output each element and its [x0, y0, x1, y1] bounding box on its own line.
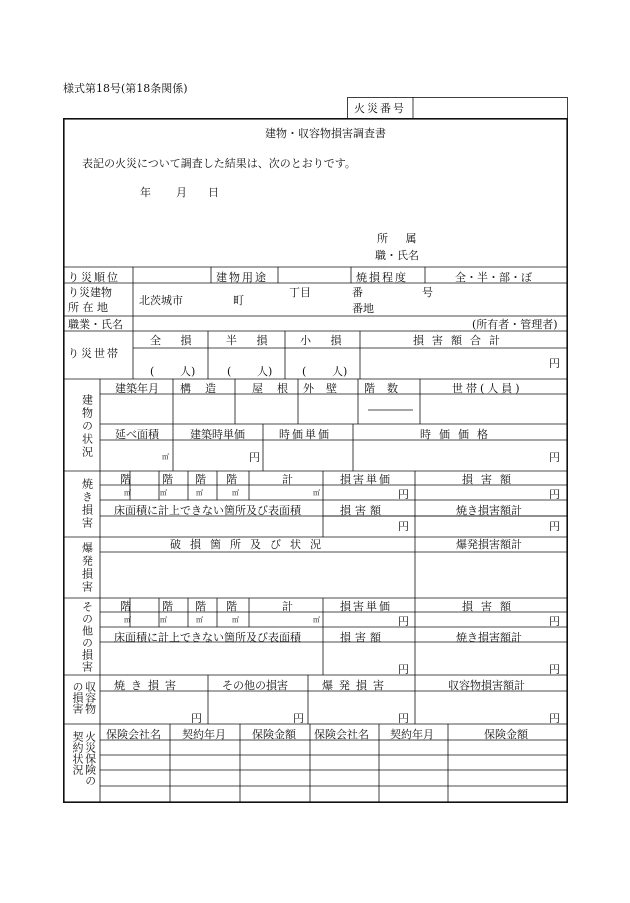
explosion-section-label: 爆発損害 — [80, 542, 94, 594]
fire-number-field[interactable] — [414, 98, 568, 118]
half-persons: 人) — [257, 365, 273, 378]
other-sqm-4: ㎡ — [232, 616, 239, 624]
name-label: 職・氏名 — [375, 249, 419, 262]
burn-floor-2: 階 — [162, 473, 173, 486]
address-field[interactable] — [134, 284, 566, 314]
contents-total-yen: 円 — [549, 712, 560, 725]
current-unit-price-label: 時価単価 — [279, 428, 331, 441]
form-title: 建物・収容物損害調査書 — [265, 127, 386, 140]
explosion-total-label: 爆発損害額計 — [456, 538, 522, 551]
contents-total-label: 収容物損害額計 — [448, 679, 525, 692]
floor-area-label: 延べ面積 — [115, 428, 159, 441]
burn-sqm-total: ㎡ — [313, 489, 320, 497]
other-total-yen: 円 — [549, 663, 560, 676]
insurance-company-1: 保険会社名 — [106, 728, 161, 741]
other-total-label: 計 — [282, 600, 293, 613]
other-sqm-1: ㎡ — [124, 616, 131, 624]
burn-total-yen: 円 — [549, 520, 560, 533]
current-price-yen: 円 — [549, 451, 560, 464]
burn-sqm-2: ㎡ — [160, 489, 167, 497]
use-field[interactable] — [279, 268, 350, 282]
damage-options[interactable]: 全・半・部・ぼ — [455, 271, 532, 284]
wall-label: 外壁 — [303, 382, 349, 395]
insurance-date-2: 契約年月 — [390, 728, 434, 741]
small-persons: 人) — [332, 365, 348, 378]
banchi-label: 番地 — [352, 302, 374, 315]
other-floor-4: 階 — [226, 600, 237, 613]
form-number: 様式第18号(第18条関係) — [63, 82, 188, 95]
unit-price-yen: 円 — [249, 451, 260, 464]
insurance-amount-2: 保険金額 — [484, 728, 528, 741]
other-floor-2: 階 — [162, 600, 173, 613]
go-label: 号 — [422, 286, 433, 299]
other-floor-3: 階 — [195, 600, 206, 613]
unit-price-label: 建築時単価 — [190, 428, 245, 441]
other-unit-price-label: 損害単価 — [340, 600, 392, 613]
other-floor-1: 階 — [120, 600, 131, 613]
burn-unit-price-label: 損害単価 — [340, 473, 392, 486]
households-yen: 円 — [549, 357, 560, 370]
burn-floor-4: 階 — [226, 473, 237, 486]
full-persons: 人) — [180, 365, 196, 378]
burn-floor-3: 階 — [195, 473, 206, 486]
damage-total-label: 損害額合計 — [413, 334, 508, 347]
other-floor-note: 床面積に計上できない箇所及び表面積 — [114, 631, 301, 644]
owner-note: (所有者・管理者) — [472, 318, 558, 331]
other-sqm-2: ㎡ — [160, 616, 167, 624]
burn-note-yen: 円 — [398, 520, 409, 533]
order-label: り災順位 — [68, 271, 120, 284]
burn-section-label: 焼き損害 — [80, 478, 94, 530]
floor-area-sqm: ㎡ — [162, 453, 169, 461]
burn-total-label: 計 — [282, 473, 293, 486]
city-name: 北茨城市 — [139, 294, 183, 307]
other-sqm-total: ㎡ — [313, 616, 320, 624]
other-unit-yen: 円 — [398, 615, 409, 628]
town-label: 町 — [233, 294, 244, 307]
insurance-section-label: 火災保険の契約状況 — [71, 731, 97, 786]
survey-form-grid — [63, 118, 568, 803]
half-damage-label: 半 損 — [226, 334, 268, 347]
burn-sqm-3: ㎡ — [196, 489, 203, 497]
statement-text: 表記の火災について調査した結果は、次のとおりです。 — [82, 157, 356, 170]
half-persons-open: ( — [227, 365, 232, 378]
occupation-label: 職業・氏名 — [68, 318, 123, 331]
burn-damage-total-label: 焼き損害額計 — [456, 504, 522, 517]
burn-sqm-1: ㎡ — [124, 489, 131, 497]
ban-label: 番 — [352, 286, 363, 299]
damage-degree-label: 焼損程度 — [356, 271, 408, 284]
roof-label: 屋根 — [252, 382, 302, 395]
households-label: り災世帯 — [68, 347, 120, 360]
current-price-label: 時価価格 — [420, 428, 496, 441]
other-note-yen: 円 — [398, 663, 409, 676]
affiliation-label: 所 属 — [377, 232, 417, 245]
burn-amount-yen: 円 — [549, 488, 560, 501]
small-persons-open: ( — [302, 365, 307, 378]
location-label-1: り災建物 — [68, 286, 112, 299]
contents-other-label: その他の損害 — [222, 679, 288, 692]
contents-explosion-yen: 円 — [398, 712, 409, 725]
floors-label: 階数 — [364, 382, 410, 395]
other-damage-amount-label: 損害額 — [462, 600, 519, 613]
insurance-amount-1: 保険金額 — [252, 728, 296, 741]
occupation-field[interactable] — [134, 316, 464, 330]
contents-other-yen: 円 — [293, 712, 304, 725]
explosion-detail-field[interactable] — [101, 553, 414, 597]
households-persons-label: 世帯(人員) — [452, 382, 523, 395]
use-label: 建物用途 — [216, 271, 268, 284]
insurance-date-1: 契約年月 — [182, 728, 226, 741]
other-damage-label: 損害額 — [340, 631, 385, 644]
other-damage-total-label: 焼き損害額計 — [456, 631, 522, 644]
small-damage-label: 小 損 — [300, 334, 342, 347]
burn-floor-note: 床面積に計上できない箇所及び表面積 — [114, 504, 301, 517]
built-label: 建築年月 — [115, 382, 159, 395]
location-label-2: 所 在 地 — [68, 301, 108, 314]
fire-number-label: 火災番号 — [354, 102, 406, 115]
insurance-company-2: 保険会社名 — [314, 728, 369, 741]
burn-floor-1: 階 — [120, 473, 131, 486]
other-sqm-3: ㎡ — [196, 616, 203, 624]
other-amount-yen: 円 — [549, 615, 560, 628]
order-field[interactable] — [134, 268, 210, 282]
burn-damage-amount-label: 損害額 — [462, 473, 519, 486]
contents-burn-yen: 円 — [191, 712, 202, 725]
structure-label: 構造 — [180, 382, 230, 395]
burn-sqm-4: ㎡ — [232, 489, 239, 497]
full-persons-open: ( — [150, 365, 155, 378]
contents-section-label: 収容物の損害 — [71, 681, 97, 714]
full-damage-label: 全 損 — [150, 334, 192, 347]
date-year: 年 — [140, 186, 151, 199]
burn-unit-yen: 円 — [398, 488, 409, 501]
other-section-label: その他の損害 — [80, 601, 94, 673]
explosion-detail-label: 破損箇所及び状況 — [170, 538, 330, 551]
burn-damage-label: 損害額 — [340, 504, 385, 517]
date-day: 日 — [208, 186, 219, 199]
contents-explosion-label: 爆発損害 — [322, 679, 390, 692]
contents-burn-label: 焼き損害 — [114, 679, 182, 692]
chome-label: 丁目 — [289, 286, 311, 299]
building-section-label: 建物の状況 — [80, 393, 94, 459]
date-month: 月 — [176, 186, 187, 199]
